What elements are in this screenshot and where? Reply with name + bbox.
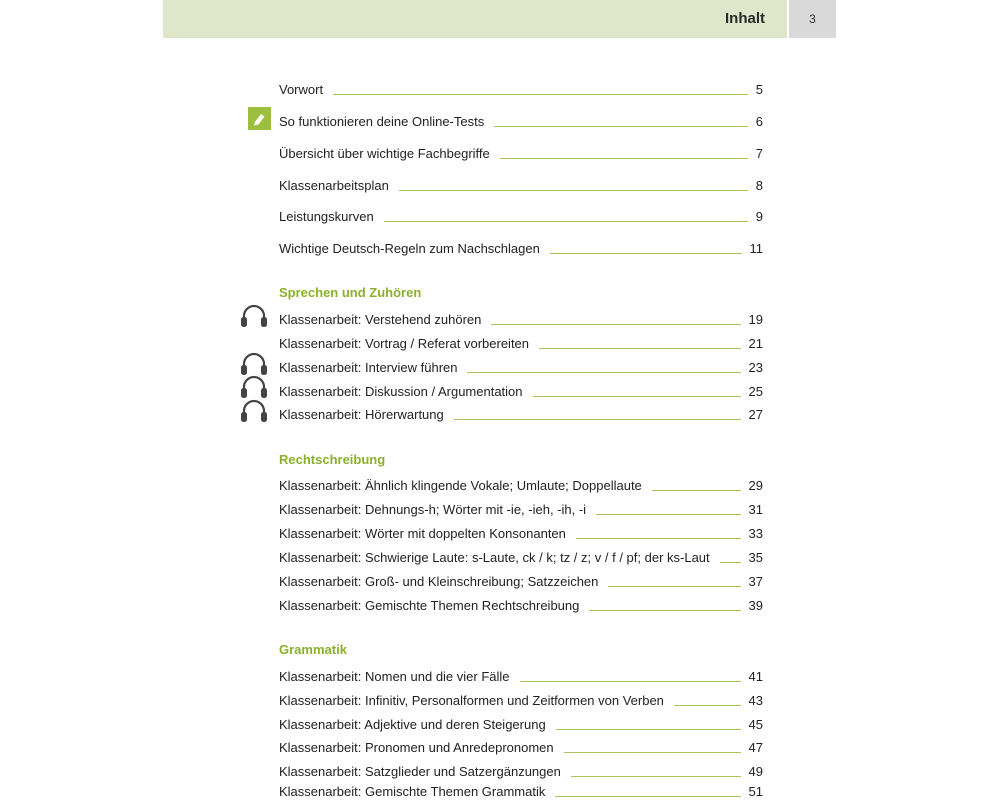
toc-entry-label: Klassenarbeit: Gemischte Themen Grammatik bbox=[279, 784, 546, 799]
leader-line bbox=[589, 610, 740, 611]
toc-entry[interactable] bbox=[279, 736, 763, 756]
toc-entry-page: 39 bbox=[748, 598, 763, 613]
toc-entry[interactable] bbox=[279, 594, 763, 614]
toc-entry-page: 11 bbox=[749, 241, 763, 256]
leader-line bbox=[555, 796, 740, 797]
toc-entry-page: 23 bbox=[748, 360, 763, 375]
toc-entry[interactable] bbox=[279, 332, 763, 352]
toc-entry[interactable] bbox=[279, 713, 763, 733]
toc-entry-page: 41 bbox=[748, 669, 763, 684]
toc-entry[interactable] bbox=[279, 760, 763, 780]
toc-entry[interactable] bbox=[279, 356, 763, 376]
section-heading: Grammatik bbox=[279, 642, 347, 657]
leader-line bbox=[384, 221, 748, 222]
leader-line bbox=[652, 490, 741, 491]
toc-entry-page: 31 bbox=[748, 502, 763, 517]
pencil-icon bbox=[248, 107, 271, 130]
leader-line bbox=[533, 396, 741, 397]
section-heading: Sprechen und Zuhören bbox=[279, 285, 422, 300]
toc-entry-page: 19 bbox=[748, 312, 763, 327]
toc-entry-label: Übersicht über wichtige Fachbegriffe bbox=[279, 146, 490, 161]
page-header bbox=[163, 0, 787, 38]
toc-entry[interactable] bbox=[279, 665, 763, 685]
toc-entry-label: Klassenarbeit: Ähnlich klingende Vokale; Umlaute; Doppellaute bbox=[279, 478, 642, 493]
toc-entry-label: Klassenarbeit: Vortrag / Referat vorbereiten bbox=[279, 336, 530, 351]
toc-entry-page: 7 bbox=[755, 146, 763, 161]
toc-entry-label: Vorwort bbox=[279, 82, 324, 97]
leader-line bbox=[539, 348, 741, 349]
toc-entry[interactable] bbox=[279, 403, 763, 423]
leader-line bbox=[720, 562, 741, 563]
toc-entry-label: Klassenarbeit: Verstehend zuhören bbox=[279, 312, 482, 327]
toc-entry[interactable] bbox=[279, 474, 763, 494]
toc-entry[interactable] bbox=[279, 689, 763, 709]
toc-entry-vorwort[interactable] bbox=[279, 78, 763, 98]
leader-line bbox=[564, 752, 741, 753]
toc-entry-page: 47 bbox=[748, 740, 763, 755]
toc-entry-page: 27 bbox=[748, 407, 763, 422]
toc-entry-label: Klassenarbeit: Satzglieder und Satzergänzungen bbox=[279, 764, 561, 779]
toc-entry-label: Klassenarbeit: Schwierige Laute: s-Laute, ck / k; tz / z; v / f / pf; der ks-Laut bbox=[279, 550, 710, 565]
leader-line bbox=[500, 158, 748, 159]
toc-entry-label: Klassenarbeit: Groß- und Kleinschreibung; Satzzeichen bbox=[279, 574, 599, 589]
toc-entry-label: Klassenarbeit: Pronomen und Anredepronomen bbox=[279, 740, 554, 755]
toc-entry-page: 33 bbox=[748, 526, 763, 541]
toc-entry-klassenarbeitsplan[interactable] bbox=[279, 174, 763, 194]
toc-entry-page: 8 bbox=[755, 178, 763, 193]
leader-line bbox=[454, 419, 741, 420]
toc-entry-page: 45 bbox=[748, 717, 763, 732]
leader-line bbox=[556, 729, 741, 730]
toc-entry[interactable] bbox=[279, 780, 763, 800]
toc-entry-page: 37 bbox=[748, 574, 763, 589]
leader-line bbox=[467, 372, 740, 373]
toc-entry[interactable] bbox=[279, 570, 763, 590]
toc-entry[interactable] bbox=[279, 546, 763, 566]
toc-entry-label: So funktionieren deine Online-Tests bbox=[279, 114, 485, 129]
headphones-icon bbox=[239, 303, 269, 329]
toc-entry-fachbegriffe[interactable] bbox=[279, 142, 763, 162]
toc-entry-label: Klassenarbeit: Diskussion / Argumentation bbox=[279, 384, 523, 399]
toc-entry[interactable] bbox=[279, 498, 763, 518]
toc-entry-page: 6 bbox=[755, 114, 763, 129]
toc-entry-deutsch-regeln[interactable] bbox=[279, 237, 763, 257]
headphones-icon bbox=[239, 374, 269, 400]
toc-entry-label: Klassenarbeit: Gemischte Themen Rechtschreibung bbox=[279, 598, 580, 613]
leader-line bbox=[491, 324, 740, 325]
toc-entry[interactable] bbox=[279, 522, 763, 542]
leader-line bbox=[333, 94, 748, 95]
toc-entry-label: Klassenarbeit: Interview führen bbox=[279, 360, 458, 375]
toc-entry-label: Klassenarbeitsplan bbox=[279, 178, 389, 193]
leader-line bbox=[520, 681, 741, 682]
toc-entry[interactable] bbox=[279, 308, 763, 328]
leader-line bbox=[399, 190, 748, 191]
toc-entry-page: 5 bbox=[755, 82, 763, 97]
toc-entry-page: 51 bbox=[748, 784, 763, 799]
toc-entry-page: 21 bbox=[748, 336, 763, 351]
toc-entry-label: Klassenarbeit: Wörter mit doppelten Konsonanten bbox=[279, 526, 566, 541]
toc-entry-page: 9 bbox=[755, 209, 763, 224]
leader-line bbox=[608, 586, 740, 587]
leader-line bbox=[596, 514, 740, 515]
page-title: Inhalt bbox=[725, 10, 765, 27]
toc-entry-label: Wichtige Deutsch-Regeln zum Nachschlagen bbox=[279, 241, 540, 256]
toc-entry-label: Klassenarbeit: Dehnungs-h; Wörter mit -ie, -ieh, -ih, -i bbox=[279, 502, 587, 517]
leader-line bbox=[550, 253, 742, 254]
toc-entry-page: 25 bbox=[748, 384, 763, 399]
toc-entry-label: Klassenarbeit: Nomen und die vier Fälle bbox=[279, 669, 510, 684]
leader-line bbox=[576, 538, 741, 539]
toc-entry-page: 29 bbox=[748, 478, 763, 493]
toc-entry[interactable] bbox=[279, 380, 763, 400]
headphones-icon bbox=[239, 398, 269, 424]
toc-entry-leistungskurven[interactable] bbox=[279, 205, 763, 225]
leader-line bbox=[674, 705, 741, 706]
toc-entry-online-tests[interactable] bbox=[279, 110, 763, 130]
toc-entry-label: Leistungskurven bbox=[279, 209, 374, 224]
toc-entry-page: 43 bbox=[748, 693, 763, 708]
toc-entry-label: Klassenarbeit: Hörerwartung bbox=[279, 407, 444, 422]
page-number: 3 bbox=[789, 0, 836, 38]
toc-entry-page: 35 bbox=[748, 550, 763, 565]
leader-line bbox=[494, 126, 748, 127]
section-heading: Rechtschreibung bbox=[279, 452, 386, 467]
toc-entry-label: Klassenarbeit: Adjektive und deren Steigerung bbox=[279, 717, 546, 732]
leader-line bbox=[571, 776, 741, 777]
toc-entry-label: Klassenarbeit: Infinitiv, Personalformen und Zeitformen von Verben bbox=[279, 693, 664, 708]
toc-entry-page: 49 bbox=[748, 764, 763, 779]
